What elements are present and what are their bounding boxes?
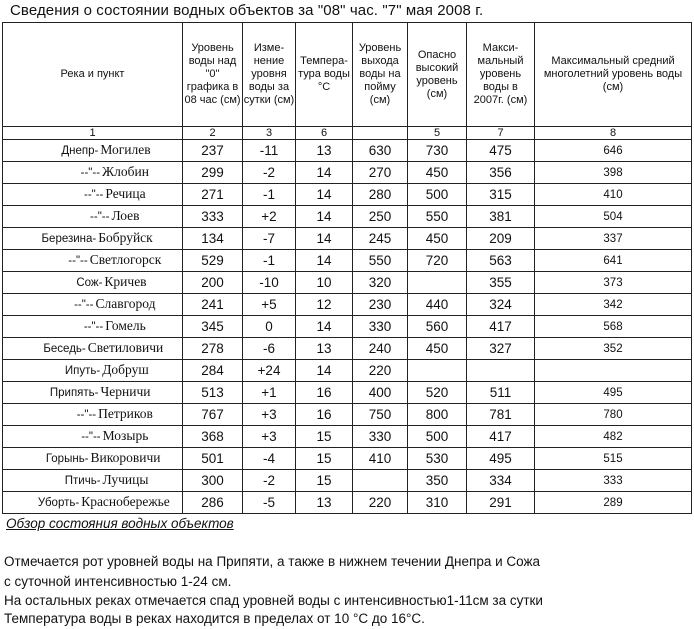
max-2007-cell: 495 (467, 448, 535, 470)
water-level-cell: 286 (183, 492, 243, 514)
river-point-cell (3, 492, 183, 514)
review-line: с суточной интенсивностью 1-24 см. (4, 574, 232, 589)
max-average-cell: 373 (535, 272, 692, 294)
column-number: 1 (3, 127, 183, 140)
column-number-row (3, 127, 692, 140)
water-level-cell: 368 (183, 426, 243, 448)
river-name: --"-- (76, 409, 97, 421)
river-name: --"-- (68, 255, 88, 267)
river-point-cell (3, 140, 183, 162)
header-max-2007: Макси-мальный уровень воды в 2007г. (см) (467, 23, 535, 127)
water-level-cell: 200 (183, 272, 243, 294)
water-level-cell: 284 (183, 360, 243, 382)
flood-level-cell: 230 (353, 294, 408, 316)
header-max-average: Максимальный средний многолетний уровень воды (см) (535, 23, 692, 127)
water-temp-cell: 14 (296, 250, 353, 272)
max-average-cell: 342 (535, 294, 692, 316)
station-name: Викоровичи (90, 450, 161, 465)
table-row (3, 382, 692, 404)
station-name: Светлогорск (89, 252, 162, 267)
max-average-cell: 780 (535, 404, 692, 426)
river-name: Днепр- (61, 145, 99, 157)
station-name: Добруш (102, 362, 149, 377)
max-average-cell: 410 (535, 184, 692, 206)
review-line: Отмечается рот уровней воды на Припяти, а также в нижнем течении Днепра и Сожа (4, 554, 541, 569)
station-name: Светиловичи (87, 340, 164, 355)
water-level-cell: 513 (183, 382, 243, 404)
river-name: --"-- (74, 299, 94, 311)
water-temp-cell: 13 (296, 492, 353, 514)
flood-level-cell: 550 (353, 250, 408, 272)
max-2007-cell (467, 360, 535, 382)
max-average-cell (535, 360, 692, 382)
river-name: Припять- (49, 387, 99, 399)
danger-level-cell: 800 (408, 404, 467, 426)
table-row (3, 360, 692, 382)
station-name: Бобруйск (98, 230, 153, 245)
level-change-cell: +1 (243, 382, 296, 404)
header-river-point: Река и пункт (3, 23, 183, 127)
danger-level-cell: 500 (408, 184, 467, 206)
station-name: Лоев (111, 208, 140, 223)
station-name: Краснобережье (81, 494, 170, 509)
water-level-cell: 299 (183, 162, 243, 184)
water-temp-cell: 14 (296, 206, 353, 228)
table-row (3, 272, 692, 294)
river-name: Птичь- (64, 475, 101, 487)
river-point-cell (3, 228, 183, 250)
max-2007-cell: 356 (467, 162, 535, 184)
level-change-cell: +5 (243, 294, 296, 316)
max-2007-cell: 355 (467, 272, 535, 294)
water-temp-cell: 14 (296, 360, 353, 382)
water-levels-table (2, 22, 692, 514)
max-average-cell: 289 (535, 492, 692, 514)
river-name: Березина- (41, 233, 97, 245)
water-level-cell: 134 (183, 228, 243, 250)
flood-level-cell: 750 (353, 404, 408, 426)
table-row (3, 228, 692, 250)
review-heading: Обзор состояния водных объектов (6, 516, 234, 531)
water-temp-cell: 13 (296, 140, 353, 162)
river-point-cell (3, 470, 183, 492)
column-number: 7 (467, 127, 535, 140)
water-temp-cell: 13 (296, 338, 353, 360)
column-number: 2 (183, 127, 243, 140)
max-average-cell: 646 (535, 140, 692, 162)
danger-level-cell (408, 360, 467, 382)
level-change-cell: +24 (243, 360, 296, 382)
table-row (3, 426, 692, 448)
river-point-cell (3, 184, 183, 206)
water-level-cell: 529 (183, 250, 243, 272)
river-name: Сож- (76, 277, 103, 289)
water-temp-cell: 16 (296, 382, 353, 404)
danger-level-cell: 730 (408, 140, 467, 162)
river-point-cell (3, 316, 183, 338)
water-level-cell: 278 (183, 338, 243, 360)
flood-level-cell: 250 (353, 206, 408, 228)
max-average-cell: 495 (535, 382, 692, 404)
flood-level-cell: 630 (353, 140, 408, 162)
river-name: --"-- (80, 167, 101, 179)
danger-level-cell: 530 (408, 448, 467, 470)
river-point-cell (3, 404, 183, 426)
river-name: --"-- (81, 431, 101, 443)
column-number: 3 (243, 127, 296, 140)
level-change-cell: -10 (243, 272, 296, 294)
max-average-cell: 515 (535, 448, 692, 470)
max-2007-cell: 291 (467, 492, 535, 514)
table-row (3, 162, 692, 184)
water-level-cell: 345 (183, 316, 243, 338)
header-level-change: Изме-нение уровня воды за сутки (см) (243, 23, 296, 127)
level-change-cell: -2 (243, 162, 296, 184)
table-row (3, 404, 692, 426)
level-change-cell: -1 (243, 250, 296, 272)
review-line: На остальных реках отмечается спад уровней воды с интенсивностью1-11см за сутки (4, 593, 543, 608)
flood-level-cell: 320 (353, 272, 408, 294)
station-name: Могилев (100, 142, 151, 157)
water-level-cell: 271 (183, 184, 243, 206)
max-2007-cell: 475 (467, 140, 535, 162)
max-2007-cell: 315 (467, 184, 535, 206)
station-name: Славгород (95, 296, 156, 311)
danger-level-cell: 310 (408, 492, 467, 514)
station-name: Мозырь (102, 428, 149, 443)
column-number: 6 (296, 127, 353, 140)
level-change-cell: -11 (243, 140, 296, 162)
station-name: Речица (105, 186, 146, 201)
max-average-cell: 568 (535, 316, 692, 338)
table-row (3, 448, 692, 470)
water-level-cell: 241 (183, 294, 243, 316)
max-2007-cell: 324 (467, 294, 535, 316)
level-change-cell: -7 (243, 228, 296, 250)
header-water-temp: Темпера-тура воды °С (296, 23, 353, 127)
level-change-cell: +2 (243, 206, 296, 228)
max-average-cell: 337 (535, 228, 692, 250)
review-line: Температура воды в реках находится в пределах от 10 °С до 16°С. (4, 611, 425, 626)
table-row (3, 140, 692, 162)
table-row (3, 250, 692, 272)
table-row (3, 206, 692, 228)
water-temp-cell: 14 (296, 162, 353, 184)
water-temp-cell: 10 (296, 272, 353, 294)
water-level-cell: 333 (183, 206, 243, 228)
flood-level-cell (353, 470, 408, 492)
max-average-cell: 641 (535, 250, 692, 272)
max-average-cell: 504 (535, 206, 692, 228)
water-temp-cell: 15 (296, 448, 353, 470)
table-row (3, 470, 692, 492)
flood-level-cell: 330 (353, 316, 408, 338)
station-name: Лучицы (102, 472, 149, 487)
flood-level-cell: 270 (353, 162, 408, 184)
water-temp-cell: 14 (296, 316, 353, 338)
column-number: 5 (408, 127, 467, 140)
danger-level-cell: 560 (408, 316, 467, 338)
river-point-cell (3, 272, 183, 294)
water-level-cell: 237 (183, 140, 243, 162)
river-point-cell (3, 206, 183, 228)
station-name: Черничи (100, 384, 151, 399)
flood-level-cell: 330 (353, 426, 408, 448)
river-name: --"-- (90, 211, 110, 223)
flood-level-cell: 410 (353, 448, 408, 470)
station-name: Гомель (105, 318, 146, 333)
river-name: Ипуть- (64, 365, 101, 377)
flood-level-cell: 400 (353, 382, 408, 404)
max-2007-cell: 417 (467, 316, 535, 338)
danger-level-cell: 440 (408, 294, 467, 316)
table-row (3, 184, 692, 206)
flood-level-cell: 220 (353, 360, 408, 382)
river-point-cell (3, 426, 183, 448)
level-change-cell: -5 (243, 492, 296, 514)
table-row (3, 492, 692, 514)
water-temp-cell: 15 (296, 470, 353, 492)
river-name: Горынь- (45, 453, 89, 465)
max-2007-cell: 563 (467, 250, 535, 272)
danger-level-cell: 350 (408, 470, 467, 492)
level-change-cell: +3 (243, 404, 296, 426)
level-change-cell: 0 (243, 316, 296, 338)
river-point-cell (3, 162, 183, 184)
header-danger-level: Опасно высокий уровень (см) (408, 23, 467, 127)
max-2007-cell: 334 (467, 470, 535, 492)
max-average-cell: 482 (535, 426, 692, 448)
danger-level-cell (408, 272, 467, 294)
column-number (353, 127, 408, 140)
station-name: Кричев (104, 274, 147, 289)
danger-level-cell: 450 (408, 228, 467, 250)
danger-level-cell: 500 (408, 426, 467, 448)
flood-level-cell: 240 (353, 338, 408, 360)
max-2007-cell: 781 (467, 404, 535, 426)
max-2007-cell: 511 (467, 382, 535, 404)
max-average-cell: 398 (535, 162, 692, 184)
water-temp-cell: 15 (296, 426, 353, 448)
river-point-cell (3, 360, 183, 382)
station-name: Петриков (98, 406, 153, 421)
column-number: 8 (535, 127, 692, 140)
level-change-cell: -2 (243, 470, 296, 492)
max-2007-cell: 381 (467, 206, 535, 228)
water-temp-cell: 16 (296, 404, 353, 426)
river-point-cell (3, 448, 183, 470)
water-temp-cell: 14 (296, 184, 353, 206)
max-2007-cell: 209 (467, 228, 535, 250)
header-row (3, 23, 692, 127)
river-name: Беседь- (43, 343, 86, 355)
water-temp-cell: 12 (296, 294, 353, 316)
water-level-cell: 767 (183, 404, 243, 426)
danger-level-cell: 450 (408, 338, 467, 360)
danger-level-cell: 550 (408, 206, 467, 228)
river-name: Уборть- (37, 497, 80, 509)
level-change-cell: -4 (243, 448, 296, 470)
max-average-cell: 333 (535, 470, 692, 492)
max-average-cell: 352 (535, 338, 692, 360)
flood-level-cell: 220 (353, 492, 408, 514)
river-point-cell (3, 250, 183, 272)
table-row (3, 294, 692, 316)
table-row (3, 316, 692, 338)
flood-level-cell: 245 (353, 228, 408, 250)
flood-level-cell: 280 (353, 184, 408, 206)
level-change-cell: -1 (243, 184, 296, 206)
river-point-cell (3, 338, 183, 360)
river-name: --"-- (83, 321, 104, 333)
max-2007-cell: 417 (467, 426, 535, 448)
river-name: --"-- (83, 189, 104, 201)
danger-level-cell: 720 (408, 250, 467, 272)
report-title: Сведения о состоянии водных объектов за "08" час. "7" мая 2008 г. (10, 2, 484, 19)
level-change-cell: -6 (243, 338, 296, 360)
table-body (3, 140, 692, 514)
level-change-cell: +3 (243, 426, 296, 448)
water-temp-cell: 14 (296, 228, 353, 250)
table-row (3, 338, 692, 360)
danger-level-cell: 520 (408, 382, 467, 404)
header-water-level: Уровень воды над "0" графика в 08 час (см) (183, 23, 243, 127)
danger-level-cell: 450 (408, 162, 467, 184)
river-point-cell (3, 294, 183, 316)
max-2007-cell: 327 (467, 338, 535, 360)
water-level-cell: 501 (183, 448, 243, 470)
water-level-cell: 300 (183, 470, 243, 492)
station-name: Жлобин (102, 164, 149, 179)
river-point-cell (3, 382, 183, 404)
header-flood-level: Уровень выхода воды на пойму (см) (353, 23, 408, 127)
